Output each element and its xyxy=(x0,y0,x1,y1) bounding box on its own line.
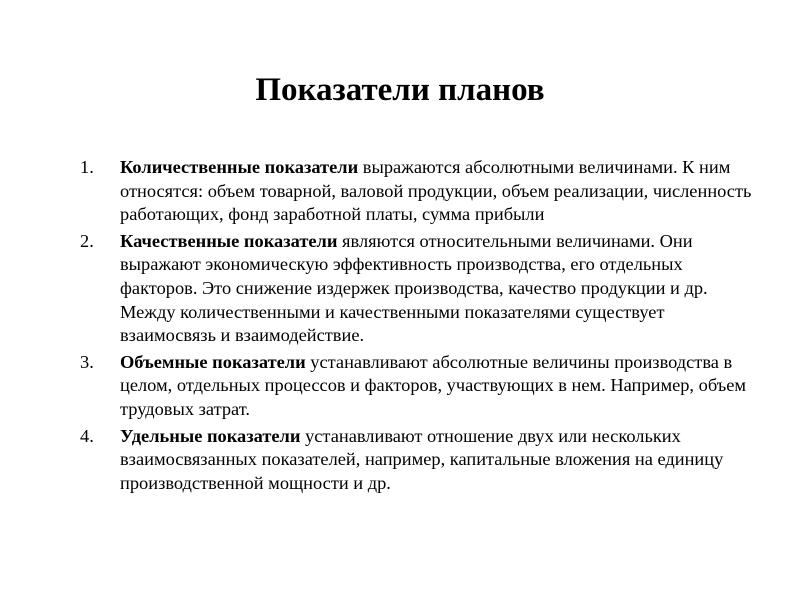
list-item-text: являются относительными величинами. Они выражают экономическую эффективность производства, его отдельных факторов. Это снижение издержек производства, качество продукции и др. Между количественными и качественными показателями существует взаимосвязь и взаимодействие. xyxy=(120,230,708,346)
list-item-number: 1. xyxy=(80,157,94,177)
list-item-term: Удельные показатели xyxy=(120,425,306,446)
list-item-term: Объемные показатели xyxy=(120,351,311,372)
list-item xyxy=(80,425,752,496)
numbered-list xyxy=(80,156,752,498)
list-item-number: 2. xyxy=(80,230,94,251)
list-item xyxy=(80,230,752,348)
list-item-number: 3. xyxy=(80,351,94,372)
slide-title: Показатели планов xyxy=(255,72,545,108)
list-item-term: Количественные показатели xyxy=(120,157,363,177)
list-item xyxy=(80,156,752,227)
list-item xyxy=(80,351,752,422)
list-item-text: устанавливают абсолютные величины производства в целом, отдельных процессов и факторов, участвующих в нем. Например, объем трудовых затрат. xyxy=(120,351,747,419)
list-item-text: выражаются абсолютными величинами. К ним относятся: объем товарной, валовой продукции, объем реализации, численность работающих, фонд заработной платы, сумма прибыли xyxy=(120,157,752,225)
list-item-number: 4. xyxy=(80,425,94,446)
list-item-term: Качественные показатели xyxy=(120,230,343,251)
list-item-text: устанавливают отношение двух или нескольких взаимосвязанных показателей, например, капитальные вложения на единицу производственной мощности и др. xyxy=(120,425,724,493)
